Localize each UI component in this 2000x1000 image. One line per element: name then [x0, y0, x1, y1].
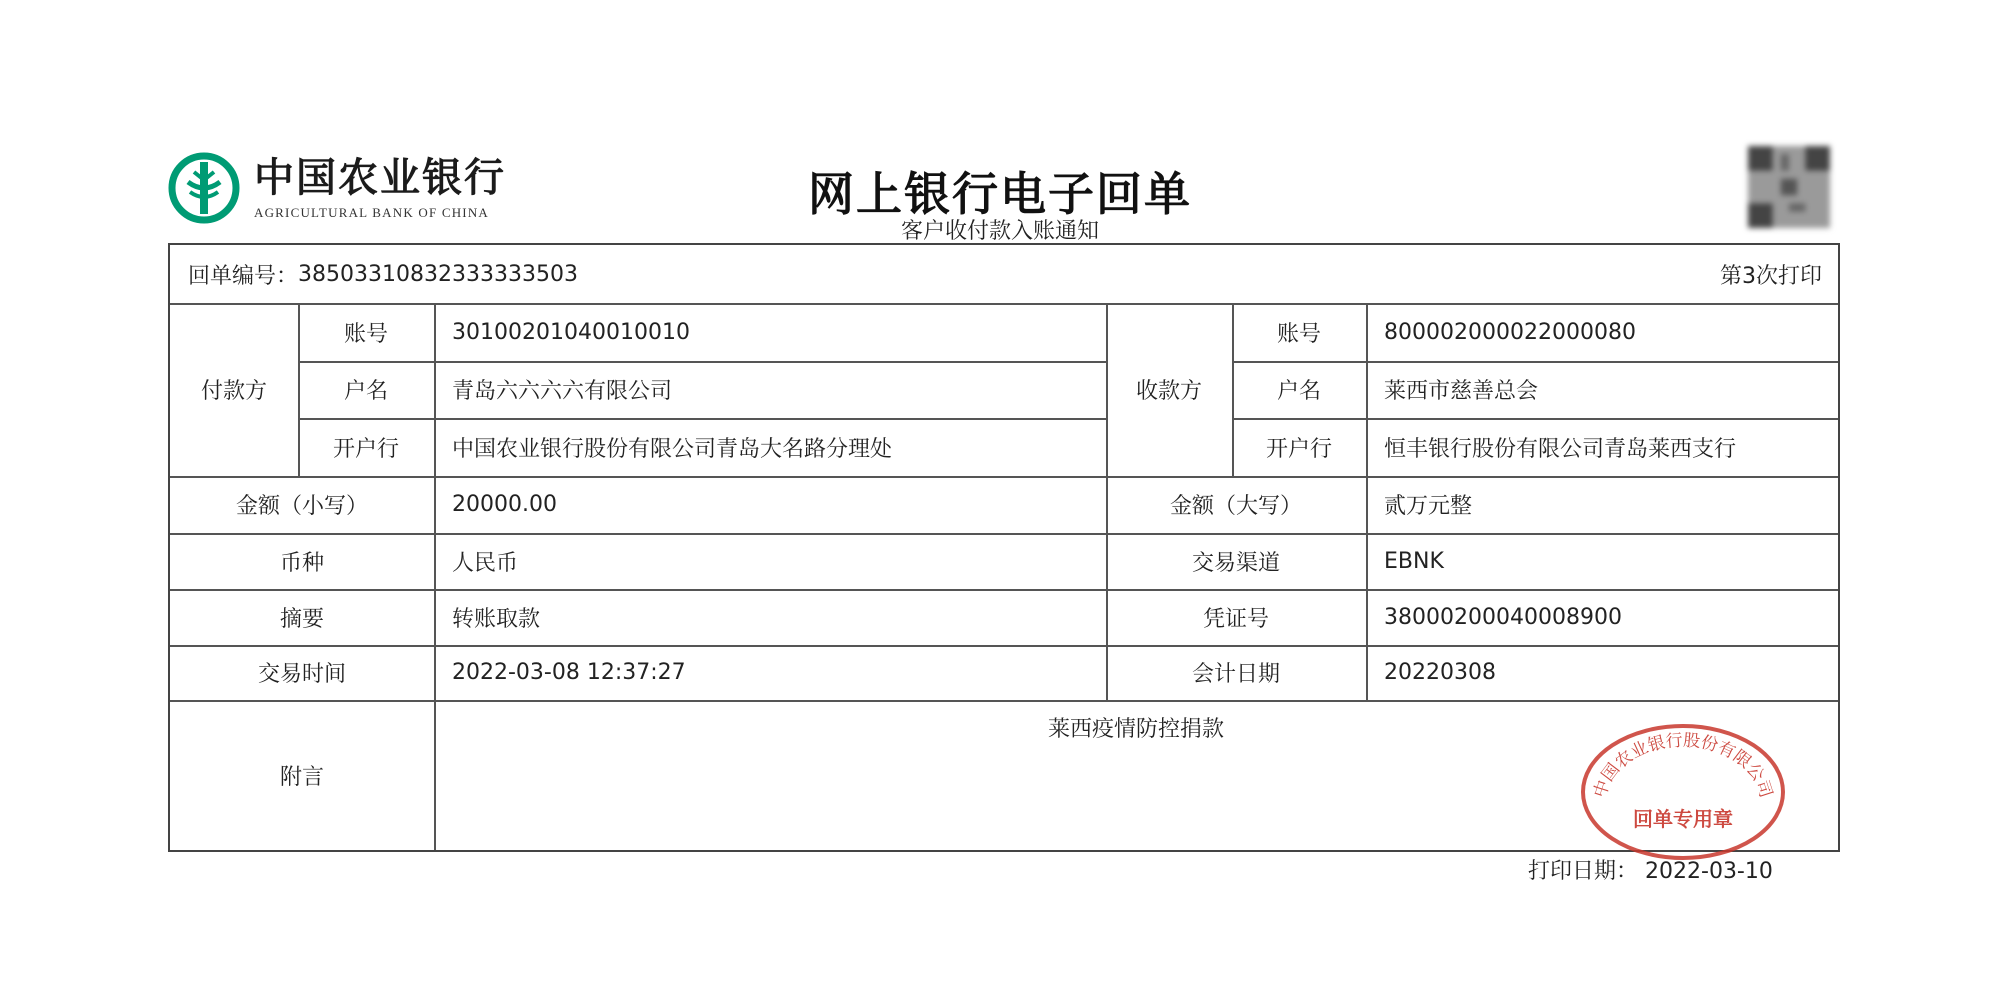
acct-date-label: 会计日期 — [1191, 662, 1280, 687]
document-title: 网上银行电子回单 — [808, 167, 1192, 221]
payee-bank-label: 开户行 — [1265, 436, 1332, 462]
remark: 莱西疫情防控捐款 — [1047, 716, 1224, 742]
amount-small: 20000.00 — [452, 492, 557, 517]
payee-account-label: 账号 — [1276, 321, 1321, 347]
remark-label: 附言 — [279, 764, 324, 790]
summary-label: 摘要 — [279, 606, 324, 632]
qr-code-icon — [1748, 146, 1830, 228]
channel: EBNK — [1384, 548, 1444, 574]
payer-name: 青岛六六六六有限公司 — [452, 379, 673, 404]
payee-name-label: 户名 — [1276, 379, 1321, 404]
transaction-time: 2022-03-08 12:37:27 — [452, 660, 686, 685]
receipt-seal-icon — [1577, 720, 1789, 864]
bank-name-en: AGRICULTURAL BANK OF CHINA — [254, 205, 489, 220]
payee-name: 莱西市慈善总会 — [1384, 379, 1539, 404]
seal-inner-text: 回单专用章 — [1633, 807, 1733, 831]
summary: 转账取款 — [452, 606, 541, 632]
print-date-label: 打印日期： — [1528, 859, 1639, 884]
receipt-number — [188, 245, 578, 303]
payer-account-label: 账号 — [343, 321, 388, 347]
time-label: 交易时间 — [257, 662, 346, 687]
seal-outer-text: 中国农业银行股份有限公司 — [1590, 730, 1776, 801]
voucher-label: 凭证号 — [1202, 606, 1269, 632]
print-count: 第3次打印 — [1720, 263, 1822, 289]
currency: 人民币 — [452, 550, 519, 576]
print-date — [1528, 854, 1773, 885]
bank-name-cn: 中国农业银行 — [254, 154, 506, 201]
currency-label: 币种 — [279, 550, 324, 576]
amount-small-label: 金额（小写） — [235, 494, 368, 519]
payer-name-label: 户名 — [343, 379, 388, 404]
receipt-number-label: 回单编号： — [188, 263, 299, 289]
receipt-number-value: 38503310832333333503 — [298, 261, 578, 287]
amount-big-label: 金额（大写） — [1169, 494, 1302, 519]
payee-section-label: 收款方 — [1135, 379, 1202, 404]
print-date-value: 2022-03-10 — [1645, 859, 1773, 884]
acct-date: 20220308 — [1384, 660, 1496, 685]
payer-account: 30100201040010010 — [452, 319, 690, 345]
payer-bank-label: 开户行 — [332, 436, 399, 462]
payee-bank: 恒丰银行股份有限公司青岛莱西支行 — [1384, 436, 1737, 462]
document-subtitle: 客户收付款入账通知 — [900, 219, 1099, 244]
voucher: 38000200040008900 — [1384, 604, 1622, 630]
payer-section-label: 付款方 — [200, 379, 267, 404]
payer-bank: 中国农业银行股份有限公司青岛大名路分理处 — [452, 436, 893, 462]
channel-label: 交易渠道 — [1191, 550, 1280, 576]
payee-account: 800002000022000080 — [1384, 319, 1636, 345]
amount-big: 贰万元整 — [1384, 494, 1473, 519]
